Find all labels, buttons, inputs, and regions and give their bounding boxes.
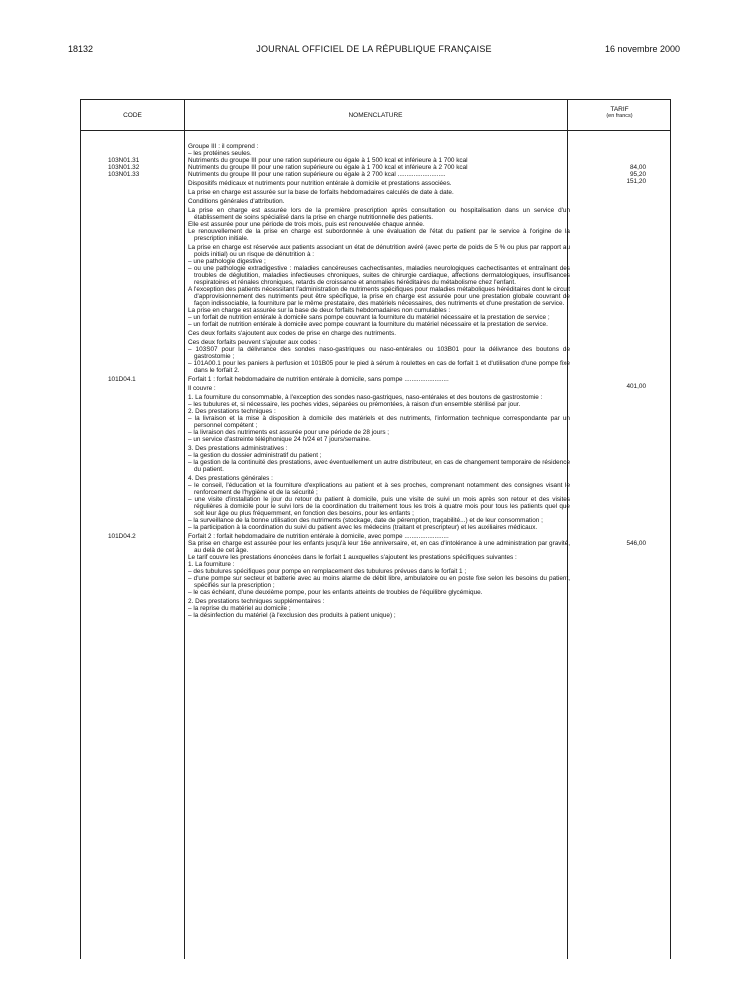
row-text: Forfait 1 : forfait hebdomadaire de nutrition entérale à domicile, sans pompe .........................	[188, 376, 449, 383]
table-row	[81, 189, 672, 196]
row-text: – un service d'astreinte téléphonique 24 h/24 et 7 jours/semaine.	[188, 436, 371, 443]
row-text: 1. La fourniture :	[188, 561, 235, 568]
table-row	[81, 452, 672, 459]
table-row	[81, 180, 672, 187]
row-code: 103N01.32	[108, 164, 140, 171]
row-text: – une visite d'installation le jour du retour du patient à domicile, puis une visite de suivi un mois après son retour et des visites régulières à domicile pour le suivi lors de la coordination du traitement tous les trois à quatre mois pour tous les patients quel que soit leur âge ou plus fréquemment, en fonction des besoins, pour les enfants ;	[188, 496, 570, 517]
row-text: 2. Des prestations techniques supplémentaires :	[188, 598, 325, 605]
row-tarif: 151,20	[626, 178, 646, 185]
table-row	[81, 482, 672, 496]
table-row	[81, 244, 672, 258]
row-text: – la livraison et la mise à disposition à domicile des matériels et des nutriments, l'information technique correspondante par un personnel compétent ;	[188, 415, 570, 429]
row-tarif: 84,00	[630, 164, 646, 171]
row-text: – ou une pathologie extradigestive : maladies cancéreuses cachectisantes, maladies neurologiques cachectisantes et entraînant des troubles de déglutition, maladies infectieuses chroniques, suites de chirurgie cardiaque, affections dermatologiques, insuffisances respiratoires et rénales chroniques, retards de croissance et anomalies héréditaires du métabolisme chez l'enfant.	[188, 265, 570, 286]
table-row	[81, 394, 672, 401]
row-text: Il couvre :	[188, 385, 216, 392]
row-code: 101D04.2	[108, 533, 136, 540]
row-text: – les tubulures et, si nécessaire, les poches vides, séparées ou prémontées, à raison d'un ensemble stérilisé par jour.	[188, 401, 521, 408]
table-row	[81, 589, 672, 596]
table-row	[81, 385, 672, 392]
table-row	[81, 346, 672, 360]
table-body	[81, 143, 672, 619]
table-row	[81, 221, 672, 228]
table-row	[81, 612, 672, 619]
column-header-code: CODE	[123, 112, 142, 119]
table-row	[81, 286, 672, 307]
row-text: La prise en charge est assurée sur la base de deux forfaits hebdomadaires non cumulables :	[188, 307, 451, 314]
row-tarif: 401,00	[626, 383, 646, 390]
table-row	[81, 408, 672, 415]
table-row	[81, 561, 672, 568]
row-text: – 101A00.1 pour les paniers à perfusion et 101B05 pour le pied à sérum à roulettes en cas de forfait 1 et d'utilisation d'une pompe fixe dans le forfait 2.	[188, 360, 570, 374]
row-text: Le tarif couvre les prestations énoncées dans le forfait 1 auxquelles s'ajoutent les prestations spécifiques suivantes :	[188, 554, 517, 561]
row-tarif: 546,00	[626, 540, 646, 547]
row-text: Nutriments du groupe III pour une ration supérieure ou égale à 1 700 kcal et inférieure à 2 700 kcal	[188, 164, 468, 171]
row-text: 2. Des prestations techniques :	[188, 408, 276, 415]
table-row	[81, 554, 672, 561]
table-row	[81, 265, 672, 286]
table-row	[81, 415, 672, 429]
row-text: – la livraison des nutriments est assurée pour une période de 28 jours ;	[188, 429, 390, 436]
table-row	[81, 436, 672, 443]
row-text: – une pathologie digestive ;	[188, 258, 266, 265]
row-text: – la surveillance de la bonne utilisation des nutriments (stockage, date de péremption, traçabilité...) et de leur consommation ;	[188, 517, 543, 524]
row-text: – les protéines seules.	[188, 150, 252, 157]
table-row	[81, 496, 672, 517]
row-tarif: 95,20	[630, 171, 646, 178]
page-header	[0, 44, 748, 58]
table-row	[81, 150, 672, 157]
row-code: 101D04.1	[108, 376, 136, 383]
table-row	[81, 228, 672, 242]
row-text: – un forfait de nutrition entérale à domicile avec pompe couvrant la fourniture du matériel nécessaire et la prestation de service.	[188, 321, 548, 328]
table-row	[81, 314, 672, 321]
row-text: La prise en charge est assurée sur la base de forfaits hebdomadaires calculés de date à date.	[188, 189, 454, 196]
table-row	[81, 198, 672, 205]
nomenclature-table	[80, 99, 671, 959]
column-header-nomenclature: NOMENCLATURE	[348, 112, 403, 119]
row-code: 103N01.31	[108, 157, 140, 164]
row-text: – le cas échéant, d'une deuxième pompe, pour les enfants atteints de troubles de l'équilibre glycémique.	[188, 589, 483, 596]
publication-date: 16 novembre 2000	[604, 44, 680, 54]
row-text: La prise en charge est assurée lors de la première prescription après consultation ou hospitalisation dans un service d'un établissement de soins spécialisé dans la prise en charge nutritionnelle des patients.	[188, 207, 570, 221]
table-row	[81, 330, 672, 337]
table-row	[81, 524, 672, 531]
table-row	[81, 339, 672, 346]
column-header-tarif	[567, 106, 672, 120]
row-text: – la gestion du dossier administratif du patient ;	[188, 452, 322, 459]
table-row	[81, 517, 672, 524]
table-row	[81, 401, 672, 408]
table-row	[81, 321, 672, 328]
table-row	[81, 605, 672, 612]
row-text: 1. La fourniture du consommable, à l'exception des sondes naso-gastriques, naso-entérales et des boutons de gastrostomie :	[188, 394, 543, 401]
row-text: Le renouvellement de la prise en charge est subordonnée à une évaluation de l'état du patient par le service à l'origine de la prescription initiale.	[188, 228, 570, 242]
row-text: – des tubulures spécifiques pour pompe en remplacement des tubulures prévues dans le forfait 1 ;	[188, 568, 467, 575]
table-row	[81, 143, 672, 150]
row-text: Conditions générales d'attribution.	[188, 198, 285, 205]
row-text: Forfait 2 : forfait hebdomadaire de nutrition entérale à domicile, avec pompe .........................	[188, 533, 449, 540]
table-row	[81, 598, 672, 605]
row-text: A l'exception des patients nécessitant l'administration de nutriments spécifiques pour maladies métaboliques héréditaires dont le circuit d'approvisionnement des nutriments peut être spécifique, la prise en charge est assurée pour une prestation globale couvrant de façon indissociable, la fourniture par le même prestataire, des matériels nécessaires, des nutriments et d'une prestation de service.	[188, 286, 570, 307]
row-text: Ces deux forfaits peuvent s'ajouter aux codes :	[188, 339, 321, 346]
row-text: Groupe III : il comprend :	[188, 143, 259, 150]
row-code: 103N01.33	[108, 171, 140, 178]
table-row	[81, 445, 672, 452]
journal-title: JOURNAL OFFICIEL DE LA RÉPUBLIQUE FRANÇAISE	[256, 44, 492, 54]
row-text: – la reprise du matériel au domicile ;	[188, 605, 291, 612]
table-row	[81, 360, 672, 374]
row-text: – la désinfection du matériel (à l'exclusion des produits à patient unique) ;	[188, 612, 396, 619]
page-number: 18132	[68, 44, 94, 54]
tarif-label: TARIF	[610, 106, 629, 113]
table-row	[81, 429, 672, 436]
row-text: La prise en charge est réservée aux patients associant un état de dénutrition avéré (avec perte de poids de 5 % ou plus par rapport au poids initial) ou un risque de dénutrition à :	[188, 244, 570, 258]
row-text: Ces deux forfaits s'ajoutent aux codes de prise en charge des nutriments.	[188, 330, 396, 337]
table-row	[81, 475, 672, 482]
row-text: – 103S07 pour la délivrance des sondes naso-gastriques ou naso-entérales ou 103B01 pour la délivrance des boutons de gastrostomie ;	[188, 346, 570, 360]
table-row	[81, 459, 672, 473]
row-text: – la participation à la coordination du suivi du patient avec les médecins (traitant et prescripteur) et les auxiliaires médicaux.	[188, 524, 538, 531]
table-row	[81, 258, 672, 265]
table-row	[81, 207, 672, 221]
table-row	[81, 568, 672, 575]
table-row	[81, 307, 672, 314]
header-divider	[81, 130, 670, 131]
row-text: Dispositifs médicaux et nutriments pour nutrition entérale à domicile et prestations associées.	[188, 180, 452, 187]
row-text: Sa prise en charge est assurée pour les enfants jusqu'à leur 16e anniversaire, et, en cas d'intolérance à une administration par gravité, au delà de cet âge.	[188, 540, 570, 554]
row-text: 4. Des prestations générales :	[188, 475, 273, 482]
table-row	[81, 575, 672, 589]
row-text: – la gestion de la continuité des prestations, avec éventuellement un autre distributeur, en cas de changement temporaire de résidence du patient.	[188, 459, 570, 473]
row-text: – le conseil, l'éducation et la fourniture d'explications au patient et à ses proches, comprenant notamment des consignes visant le renforcement de l'hygiène et de la sécurité ;	[188, 482, 570, 496]
tarif-unit: (en francs)	[606, 113, 633, 119]
row-text: Elle est assurée pour une période de trois mois, puis est renouvelée chaque année.	[188, 221, 425, 228]
row-text: 3. Des prestations administratives :	[188, 445, 288, 452]
table-row	[81, 540, 672, 554]
row-text: – un forfait de nutrition entérale à domicile sans pompe couvrant la fourniture du matériel nécessaire et la prestation de service ;	[188, 314, 550, 321]
row-text: Nutriments du groupe III pour une ration supérieure ou égale à 2 700 kcal ...........................	[188, 171, 446, 178]
row-text: Nutriments du groupe III pour une ration supérieure ou égale à 1 500 kcal et inférieure à 1 700 kcal	[188, 157, 468, 164]
row-text: – d'une pompe sur secteur et batterie avec au moins alarme de débit libre, ambulatoire ou en poste fixe selon les besoins du patient, spécifiés sur la prescription ;	[188, 575, 570, 589]
